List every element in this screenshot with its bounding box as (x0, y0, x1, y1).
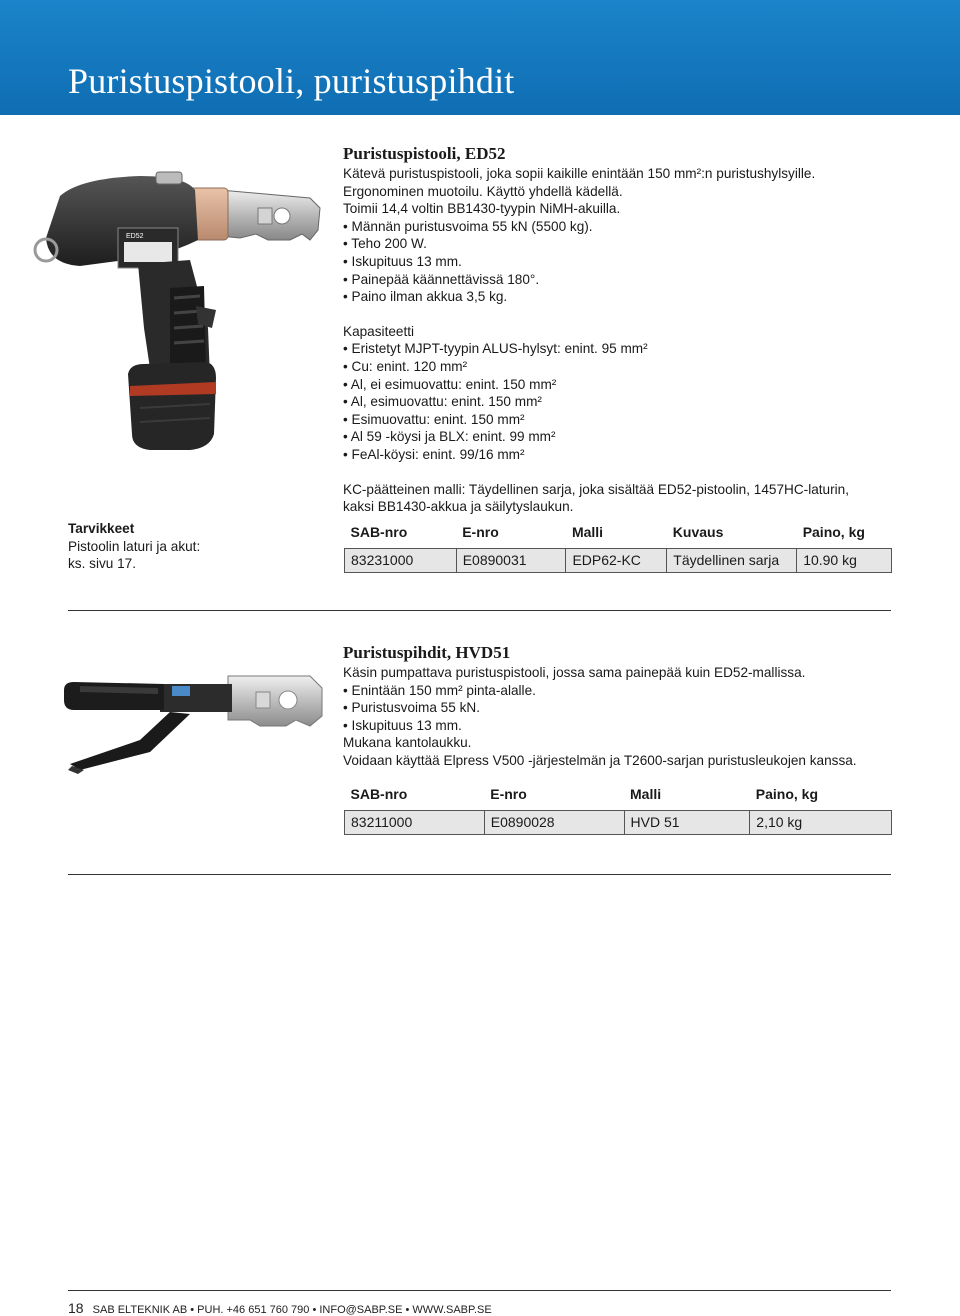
ed52-label-text: ED52 (126, 233, 144, 240)
ed52-bullet: • Paino ilman akkua 3,5 kg. (343, 289, 508, 305)
ed52-intro-line: Toimii 14,4 voltin BB1430-tyypin NiMH-akuilla. (343, 201, 621, 217)
hvd51-line: • Iskupituus 13 mm. (343, 717, 462, 733)
section-divider (68, 874, 891, 875)
header-banner (0, 0, 960, 115)
capacity-item: • FeAl-köysi: enint. 99/16 mm² (343, 446, 525, 462)
table-cell: E0890031 (456, 548, 566, 572)
capacity-title: Kapasiteetti (343, 323, 415, 339)
ed52-section (343, 144, 903, 516)
hvd51-line: Käsin pumpattava puristuspistooli, jossa sama painepää kuin ED52-mallissa. (343, 665, 806, 680)
table-cell: E0890028 (484, 810, 624, 834)
page-number: 18 (68, 1300, 84, 1316)
column-header: SAB-nro (350, 785, 408, 802)
table-cell: 10.90 kg (797, 548, 892, 572)
column-header: E-nro (462, 523, 499, 540)
capacity-item: • Al, ei esimuovattu: enint. 150 mm² (343, 376, 557, 392)
hvd51-line: Voidaan käyttää Elpress V500 -järjestelmän ja T2600-sarjan puristusleukojen kanssa. (343, 752, 857, 768)
ed52-bullet: • Painepää käännettävissä 180°. (343, 271, 540, 287)
capacity-item: • Al 59 -köysi ja BLX: enint. 99 mm² (343, 429, 556, 445)
column-header: Paino, kg (755, 785, 819, 802)
ed52-intro-line: Kätevä puristuspistooli, joka sopii kaikille enintään 150 mm²:n puristushylsyille. (343, 166, 816, 181)
kc-description: KC-päätteinen malli: Täydellinen sarja, joka sisältää ED52-pistoolin, 1457HC-laturin, (343, 481, 849, 497)
accessories-line: Pistoolin laturi ja akut: (68, 538, 201, 554)
table-cell: EDP62-KC (566, 548, 667, 572)
ed52-intro-line: Ergonominen muotoilu. Käyttö yhdellä kädellä. (343, 183, 623, 199)
ed52-bullet: • Teho 200 W. (343, 236, 427, 252)
hvd51-spec-table (344, 784, 892, 835)
footer-contact: SAB ELTEKNIK AB • PUH. +46 651 760 790 • INFO@SABP.SE • WWW.SABP.SE (92, 1304, 492, 1316)
ed52-bullet: • Iskupituus 13 mm. (343, 253, 462, 269)
table-cell: 83231000 (345, 548, 457, 572)
column-header: Paino, kg (802, 523, 865, 540)
table-header-row (345, 784, 892, 810)
table-header-row (345, 522, 892, 548)
column-header: SAB-nro (350, 523, 408, 540)
table-cell: 83211000 (345, 810, 485, 834)
table-row (345, 810, 892, 834)
column-header: Malli (571, 523, 604, 540)
table-row (345, 548, 892, 572)
hvd51-section (343, 643, 903, 770)
accessories-title: Tarvikkeet (68, 521, 135, 536)
hvd51-line: • Puristusvoima 55 kN. (343, 700, 480, 716)
capacity-item: • Eristetyt MJPT-tyypin ALUS-hylsyt: enint. 95 mm² (343, 341, 648, 357)
page-title: Puristuspistooli, puristuspihdit (68, 61, 515, 101)
ed52-spec-table (344, 522, 892, 573)
table-cell: 2,10 kg (750, 810, 892, 834)
hvd51-title: Puristuspihdit, HVD51 (343, 643, 511, 662)
page-footer (68, 1300, 492, 1316)
capacity-item: • Al, esimuovattu: enint. 150 mm² (343, 394, 542, 410)
column-header: E-nro (490, 785, 527, 802)
hvd51-product-image (60, 670, 330, 775)
capacity-item: • Esimuovattu: enint. 150 mm² (343, 411, 525, 427)
section-divider (68, 610, 891, 611)
hvd51-line: Mukana kantolaukku. (343, 735, 472, 751)
ed52-product-image (20, 168, 340, 453)
footer-divider (68, 1290, 891, 1291)
column-header: Kuvaus (672, 523, 724, 540)
column-header: Malli (630, 785, 662, 802)
accessories-line: ks. sivu 17. (68, 556, 136, 572)
table-cell: Täydellinen sarja (667, 548, 797, 572)
kc-description: kaksi BB1430-akkua ja säilytyslaukun. (343, 499, 574, 515)
capacity-item: • Cu: enint. 120 mm² (343, 358, 468, 374)
table-cell: HVD 51 (624, 810, 750, 834)
ed52-bullet: • Männän puristusvoima 55 kN (5500 kg). (343, 218, 593, 234)
accessories-note (68, 520, 200, 573)
hvd51-line: • Enintään 150 mm² pinta-alalle. (343, 682, 536, 698)
ed52-title: Puristuspistooli, ED52 (343, 144, 506, 163)
